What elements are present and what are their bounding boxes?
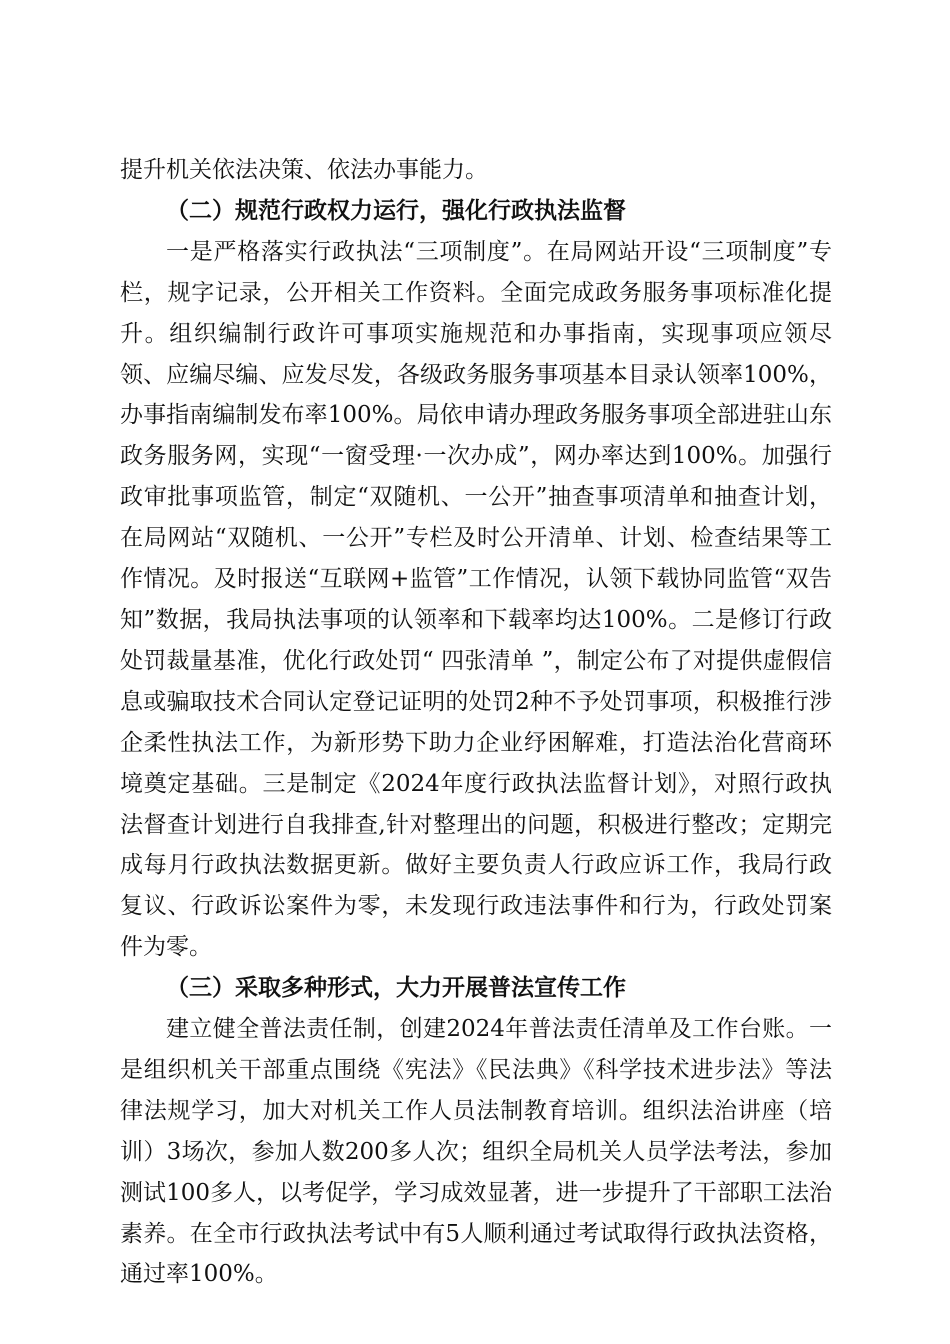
section-heading-three: （三）采取多种形式，大力开展普法宣传工作: [166, 974, 626, 1002]
paragraph-legal-publicity: 建立健全普法责任制，创建2024年普法责任清单及工作台账。一是组织机关干部重点围绕《宪法》《民法典》《科学技术进步法》等法律法规学习，加大对机关工作人员法制教育培训。组织法治讲座（培训）3场次，参加人数200多人次；组织全局机关人员学法考法，参加测试100多人，以考促学，学习成效显著，进一步提升了干部职工法治素养。在全市行政执法考试中有5人顺利通过考试取得行政执法资格，通过率100%。: [120, 1016, 832, 1288]
document-body: [120, 150, 832, 1295]
paragraph-law-enforcement: 一是严格落实行政执法“三项制度”。在局网站开设“三项制度”专栏，规字记录，公开相关工作资料。全面完成政务服务事项标准化提升。组织编制行政许可事项实施规范和办事指南，实现事项应领尽领、应编尽编、应发尽发，各级政务服务事项基本目录认领率100%，办事指南编制发布率100%。局依申请办理政务服务事项全部进驻山东政务服务网，实现“一窗受理·一次办成”，网办率达到100%。加强行政审批事项监管，制定“双随机、一公开”抽查事项清单和抽查计划，在局网站“双随机、一公开”专栏及时公开清单、计划、检查结果等工作情况。及时报送“互联网+监管”工作情况，认领下载协同监管“双告知”数据，我局执法事项的认领率和下载率均达100%。二是修订行政处罚裁量基准，优化行政处罚“ 四张清单 ”，制定公布了对提供虚假信息或骗取技术合同认定登记证明的处罚2种不予处罚事项，积极推行涉企柔性执法工作，为新形势下助力企业纾困解难，打造法治化营商环境奠定基础。三是制定《2024年度行政执法监督计划》，对照行政执法督查计划进行自我排查,针对整理出的问题，积极进行整改；定期完成每月行政执法数据更新。做好主要负责人行政应诉工作，我局行政复议、行政诉讼案件为零，未发现行政违法事件和行为，行政处罚案件为零。: [120, 238, 832, 961]
section-heading-two: （二）规范行政权力运行，强化行政执法监督: [166, 196, 626, 224]
paragraph-continuation: 提升机关依法决策、依法办事能力。: [120, 157, 488, 183]
